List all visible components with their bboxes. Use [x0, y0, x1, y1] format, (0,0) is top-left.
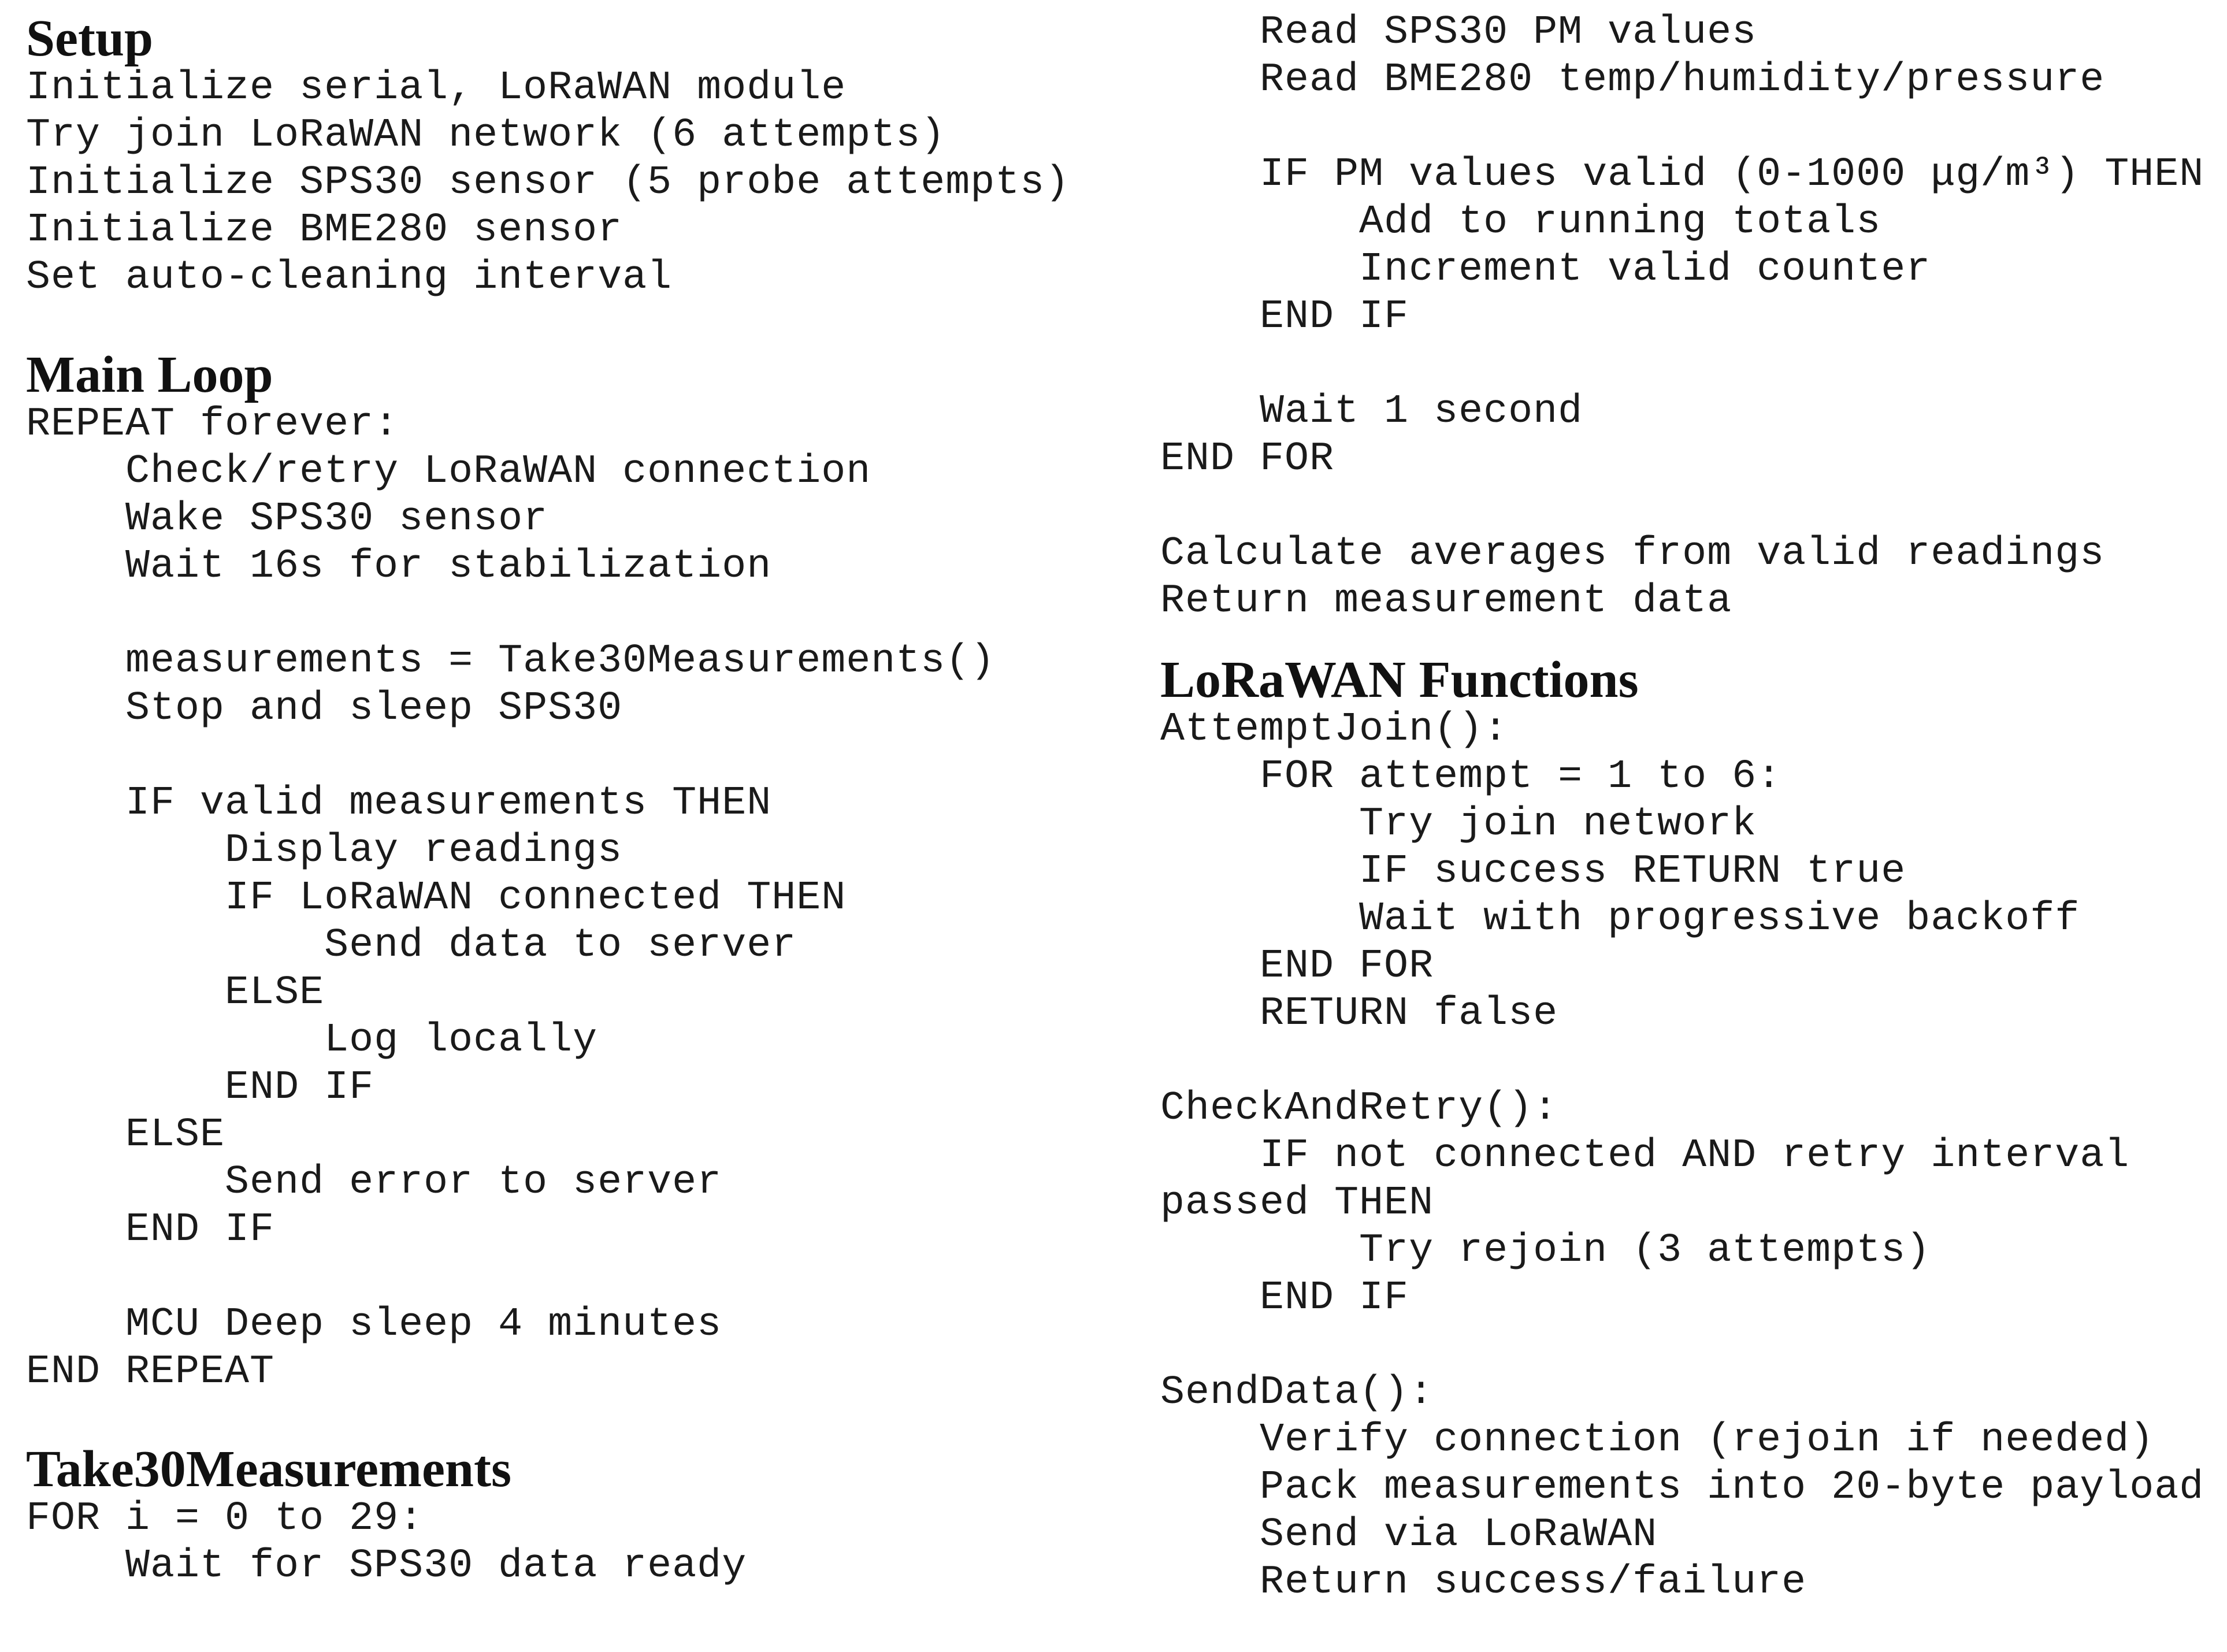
main-loop-heading: Main Loop: [26, 346, 273, 403]
code-line: Wait with progressive backoff: [1160, 896, 2080, 942]
code-line: ELSE: [26, 1112, 225, 1158]
code-line: SendData():: [1160, 1370, 1434, 1416]
code-line: [1160, 104, 2227, 151]
code-line: FOR i = 0 to 29:: [26, 1496, 424, 1542]
code-line: Try join network: [1160, 801, 1757, 847]
code-line: CheckAndRetry():: [1160, 1086, 1558, 1131]
code-line: IF success RETURN true: [1160, 849, 1906, 894]
code-line: ELSE: [26, 970, 325, 1016]
code-line: IF valid measurements THEN: [26, 781, 772, 826]
take30-continued-code-block: [1160, 9, 2227, 625]
code-line: Wake SPS30 sensor: [26, 496, 548, 542]
code-line: END REPEAT: [26, 1349, 275, 1395]
code-line: IF not connected AND retry interval: [1160, 1133, 2130, 1179]
code-line: [1160, 1038, 2227, 1085]
code-line: Send data to server: [26, 923, 797, 968]
code-line: Try join LoRaWAN network (6 attempts): [26, 113, 946, 158]
code-line: Wait for SPS30 data ready: [26, 1543, 747, 1589]
code-line: Calculate averages from valid readings: [1160, 531, 2105, 577]
code-line: [1160, 1322, 2227, 1369]
code-line: Return success/failure: [1160, 1560, 1807, 1605]
code-line: [26, 733, 1124, 780]
setup-code-block: [26, 65, 1124, 302]
code-line: END IF: [26, 1207, 275, 1253]
code-line: Verify connection (rejoin if needed): [1160, 1417, 2155, 1463]
code-line: END FOR: [1160, 944, 1434, 989]
code-line: Log locally: [26, 1018, 598, 1063]
code-line: Try rejoin (3 attempts): [1160, 1228, 1931, 1274]
code-line: IF PM values valid (0-1000 μg/m³) THEN: [1160, 152, 2204, 198]
code-line: Read BME280 temp/humidity/pressure: [1160, 57, 2105, 103]
left-column: [26, 10, 1124, 1590]
code-line: END IF: [1160, 294, 1409, 340]
code-line: passed THEN: [1160, 1180, 1434, 1226]
code-line: [1160, 483, 2227, 530]
code-line: Display readings: [26, 828, 623, 874]
code-line: Check/retry LoRaWAN connection: [26, 449, 871, 495]
code-line: [26, 591, 1124, 638]
main-loop-code-block: [26, 401, 1124, 1396]
code-line: Set auto-cleaning interval: [26, 255, 673, 300]
code-line: Add to running totals: [1160, 199, 1881, 245]
code-line: REPEAT forever:: [26, 402, 399, 447]
code-line: Stop and sleep SPS30: [26, 686, 623, 732]
setup-heading: Setup: [26, 10, 154, 67]
code-line: Increment valid counter: [1160, 247, 1931, 292]
code-line: [26, 1254, 1124, 1301]
code-line: Initialize SPS30 sensor (5 probe attempts): [26, 160, 1070, 206]
code-line: Pack measurements into 20-byte payload: [1160, 1465, 2204, 1510]
code-line: Read SPS30 PM values: [1160, 10, 1757, 55]
code-line: Initialize BME280 sensor: [26, 207, 623, 253]
spacer: [26, 302, 1124, 349]
take30-code-block: [26, 1495, 1124, 1590]
code-line: END IF: [1160, 1275, 1409, 1321]
lorawan-functions-heading: LoRaWAN Functions: [1160, 651, 1639, 708]
code-line: END IF: [26, 1065, 374, 1111]
code-line: Send error to server: [26, 1160, 722, 1205]
code-line: FOR attempt = 1 to 6:: [1160, 754, 1782, 800]
code-line: Initialize serial, LoRaWAN module: [26, 65, 847, 111]
code-line: END FOR: [1160, 436, 1335, 482]
code-line: Return measurement data: [1160, 578, 1732, 624]
code-line: MCU Deep sleep 4 minutes: [26, 1302, 722, 1347]
take30-heading: Take30Measurements: [26, 1441, 511, 1498]
spacer: [26, 1396, 1124, 1443]
code-line: Send via LoRaWAN: [1160, 1512, 1658, 1558]
code-line: Wait 16s for stabilization: [26, 544, 772, 589]
code-line: AttemptJoin():: [1160, 707, 1509, 752]
code-line: measurements = Take30Measurements(): [26, 638, 996, 684]
lorawan-code-block: [1160, 706, 2227, 1606]
code-line: IF LoRaWAN connected THEN: [26, 875, 847, 921]
code-line: Wait 1 second: [1160, 389, 1583, 435]
spacer: [1160, 625, 2227, 654]
right-column: [1160, 9, 2227, 1606]
code-line: [1160, 341, 2227, 388]
code-line: RETURN false: [1160, 991, 1558, 1037]
